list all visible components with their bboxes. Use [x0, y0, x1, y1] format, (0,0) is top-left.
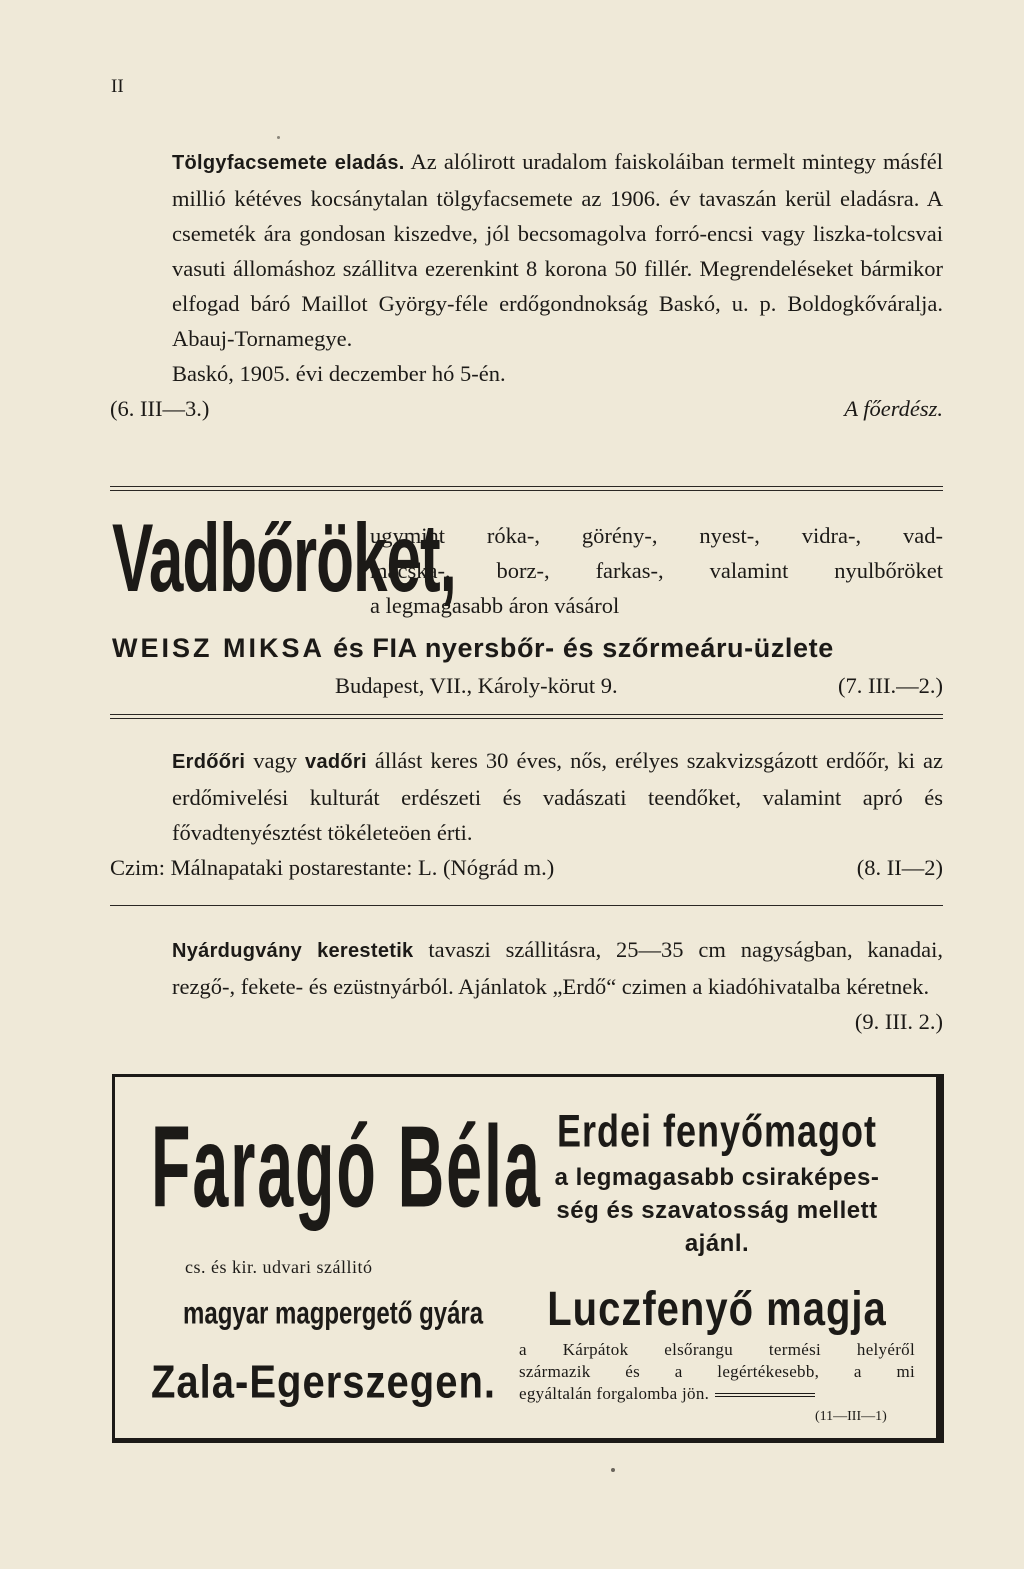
- ad-body: Az alólirott uradalom faiskoláiban termelt mintegy másfél millió kétéves kocsánytalan tölgyfacsemete az 1906. év tavaszán kerül eladásra. A csemeték ára gondosan kiszedve, jól becsomagolva forró-encsi vagy liszka-tolcsvai vasuti állomáshoz szállitva ezerenkint 8 korona 50 fillér. Megrendeléseket bármikor elfogad báró Maillot György-féle erdőgondnokság Baskó, u. p. Boldogkőváralja. Abauj-Tornamegye.: [172, 149, 943, 351]
- divider: [110, 486, 943, 491]
- ad-code: (11—III—1): [815, 1409, 887, 1424]
- box-shadow-side: [936, 1074, 942, 1442]
- ad-lead: Erdőőri: [172, 751, 246, 773]
- company-name-rest: és FIA nyersbőr- és szőrmeáru-üzlete: [325, 633, 834, 663]
- product-description-2: [519, 1339, 915, 1405]
- box-shadow-bottom: [112, 1438, 944, 1443]
- company-title: cs. és kir. udvari szállitó: [185, 1257, 373, 1277]
- company-address: Budapest, VII., Károly-körut 9.: [335, 673, 618, 698]
- ad-connector: vagy: [245, 748, 306, 773]
- company-factory: magyar magpergető gyára: [183, 1296, 484, 1332]
- ad-lead: Tölgyfacsemete eladás.: [172, 152, 405, 174]
- ad-code: (6. III—3.): [110, 396, 210, 421]
- ad-contact: Czim: Málnapataki postarestante: L. (Nógrád m.): [110, 855, 555, 880]
- ad-code: (9. III. 2.): [854, 1009, 943, 1034]
- ad-code: (8. II—2): [856, 855, 943, 880]
- divider: [110, 905, 943, 906]
- print-speck: [277, 136, 280, 139]
- ad-signature: A főerdész.: [844, 396, 943, 421]
- product-line: ajánl.: [684, 1230, 750, 1257]
- company-city: Zala-Egerszegen.: [151, 1357, 497, 1408]
- product-headline-2: Luczfenyő magja: [547, 1283, 887, 1336]
- company-address-row: [335, 673, 943, 699]
- ad-tolgyfacsemete: [110, 144, 943, 426]
- ad-lead: Nyárdugvány kerestetik: [172, 940, 414, 962]
- ad-body: állást keres 30 éves, nős, erélyes szakvizsgázott erdőőr, ki az erdőmivelési kulturát erdészeti és vadászati teendőket, valamint apró és fővadtenyésztést tökéleteöen érti.: [172, 748, 943, 845]
- ad-line: a legmagasabb áron vásárol: [370, 593, 620, 618]
- company-name: Faragó Béla: [151, 1102, 542, 1232]
- print-speck: [611, 1468, 615, 1472]
- product-line-last: [519, 1383, 915, 1405]
- divider: [110, 714, 943, 719]
- company-name: [112, 633, 943, 664]
- ad-lead-2: vadőri: [305, 751, 367, 773]
- product-line: származik és a legértékesebb, a mi: [519, 1362, 915, 1381]
- ad-body: tavaszi szállitásra, 25—35 cm nagyságban, kanadai, rezgő-, fekete- és ezüstnyárból. Ajánlatok „Erdő“ czimen a kiadóhivatalba kéretnek.: [172, 937, 943, 999]
- product-headline: Erdei fenyőmagot: [556, 1105, 878, 1157]
- page-number: II: [111, 76, 124, 97]
- ad-nyardugvany: [110, 932, 943, 1039]
- product-line: a Kárpátok elsőrangu termési helyéről: [519, 1340, 915, 1359]
- ad-farago-bela-box: [112, 1074, 944, 1441]
- company-name-main: WEISZ MIKSA: [112, 633, 325, 663]
- ad-vadboroket-text: [370, 518, 943, 623]
- product-line-text: egyáltalán forgalomba jön.: [519, 1384, 710, 1403]
- ad-date-line: Baskó, 1905. évi deczember hó 5-én.: [172, 361, 506, 386]
- double-rule: [715, 1393, 815, 1397]
- product-line: ség és szavatosság mellett: [556, 1197, 878, 1224]
- ad-erdoori: [110, 743, 943, 885]
- product-line: a legmagasabb csiraképes-: [554, 1164, 880, 1191]
- ad-vadboroket-headline: Vadbőröket,: [112, 505, 456, 613]
- ad-line: ugymint róka-, görény-, nyest-, vidra-, vad-: [370, 523, 943, 548]
- ad-line: macska-, borz-, farkas-, valamint nyulbőröket: [370, 558, 943, 583]
- product-description: [521, 1161, 913, 1260]
- ad-code: (7. III.—2.): [838, 673, 943, 698]
